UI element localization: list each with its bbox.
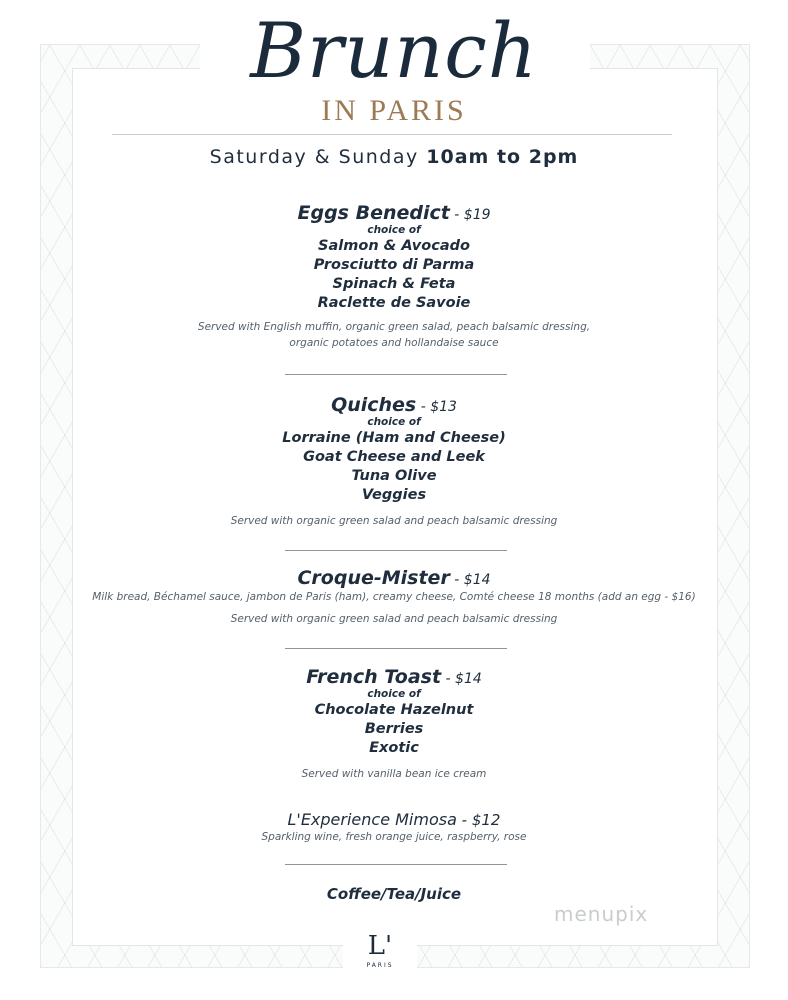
item-note: Served with English muffin, organic green salad, peach balsamic dressing, [197,321,591,333]
menu-subtitle: IN PARIS [321,94,467,127]
item-name: L'Experience Mimosa [287,810,457,829]
menu-item-eggs-benedict [0,202,788,351]
option: Spinach & Feta [332,276,456,292]
item-price: - $12 [456,811,501,829]
menu-item-croque-mister [0,567,788,627]
option: Raclette de Savoie [317,295,471,311]
hours-days: Saturday & Sunday [209,146,427,168]
item-name: Coffee/Tea/Juice [326,885,462,903]
option: Veggies [361,487,427,503]
item-name: Eggs Benedict [297,202,450,224]
option: Prosciutto di Parma [313,257,475,273]
item-note: Served with organic green salad and peach balsamic dressing [230,515,558,527]
item-note: Served with vanilla bean ice cream [301,768,487,780]
choice-label: choice of [367,416,421,428]
section-divider [285,550,507,551]
section-divider [285,648,507,649]
item-price: - $14 [441,671,482,687]
section-divider [285,374,507,375]
option: Salmon & Avocado [318,238,470,254]
option: Goat Cheese and Leek [303,449,485,465]
choice-label: choice of [367,688,421,700]
item-price: - $19 [449,207,491,223]
item-name: Croque-Mister [297,567,450,589]
section-divider [285,864,507,865]
choice-label: choice of [367,224,421,236]
item-name: Quiches [331,394,417,416]
item-description: Sparkling wine, fresh orange juice, raspberry, rose [261,831,527,843]
option: Tuna Olive [351,468,437,484]
option: Lorraine (Ham and Cheese) [282,430,506,446]
logo-city: PARIS [366,962,394,969]
item-note: organic potatoes and hollandaise sauce [289,337,499,349]
menu-title: Brunch [250,6,538,95]
hours-time: 10am to 2pm [426,146,579,168]
title-divider [112,134,672,135]
menu-item-french-toast [0,666,788,782]
menu-item-mimosa [0,810,788,845]
logo-mark: L' [367,931,393,961]
menu-item-quiches [0,394,788,529]
service-hours [0,146,788,168]
item-price: - $13 [416,399,457,415]
menu-item-drinks [0,884,788,904]
item-description: Milk bread, Béchamel sauce, jambon de Paris (ham), creamy cheese, Comté cheese 18 months (add an egg - $16) [92,591,696,603]
option: Berries [364,721,424,737]
item-name: French Toast [306,666,442,688]
option: Chocolate Hazelnut [314,702,474,718]
item-note: Served with organic green salad and peach balsamic dressing [230,613,558,625]
watermark: menupix [554,902,649,926]
item-price: - $14 [449,572,491,588]
option: Exotic [369,740,419,756]
brand-logo [343,928,417,984]
